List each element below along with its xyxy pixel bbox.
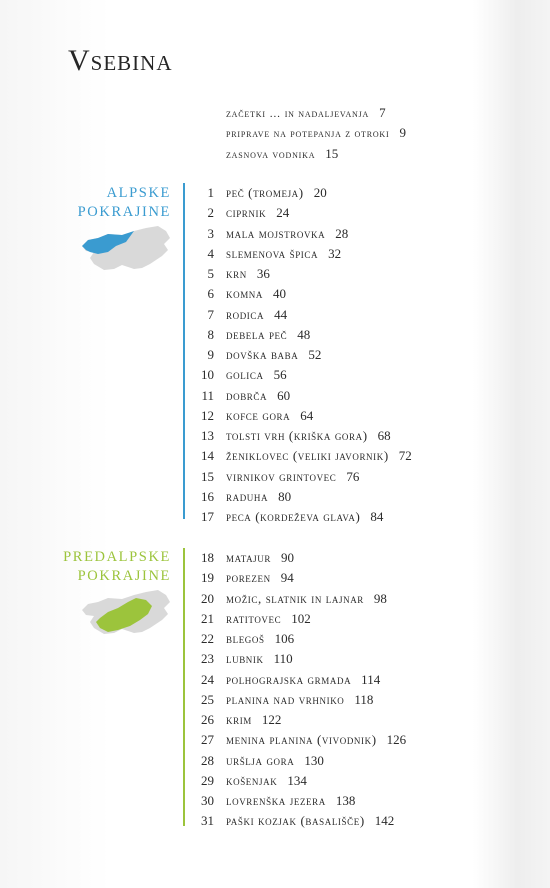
toc-entry[interactable] [186, 425, 391, 445]
toc-entry-page: 106 [274, 631, 295, 646]
intro-item-title: začetki … in nadaljevanja [226, 108, 370, 120]
toc-entry[interactable] [186, 223, 348, 243]
toc-entry-page: 98 [373, 590, 387, 606]
intro-item-page: 9 [399, 125, 406, 141]
section-label-prealpine: PREDALPSKE POKRAJINE [63, 549, 171, 584]
toc-entry-number: 20 [201, 590, 214, 606]
toc-entry-page: 138 [335, 793, 356, 808]
toc-entry-title: slemenova špica [226, 245, 319, 261]
toc-entry-title: ženiklovec (veliki javornik) [226, 448, 389, 464]
toc-entry-number: 22 [201, 631, 214, 646]
section-divider-prealpine [183, 548, 185, 826]
toc-entry-number: 15 [201, 468, 214, 484]
toc-entry-number: 27 [201, 732, 214, 748]
section-divider-alpine [183, 183, 185, 519]
toc-entry-number: 7 [207, 306, 214, 322]
toc-entry-title: blegoš [226, 631, 265, 646]
toc-entry-title: dovška baba [226, 347, 299, 362]
toc-entry-title: golica [226, 367, 264, 383]
toc-entry[interactable] [186, 182, 327, 202]
toc-entry-number: 11 [201, 387, 214, 403]
toc-entry-title: krn [226, 266, 247, 281]
toc-entry-number: 16 [201, 488, 214, 504]
toc-entry-page: 40 [273, 286, 287, 302]
toc-entry-number: 26 [201, 712, 214, 727]
toc-entry-number: 29 [201, 772, 214, 788]
toc-entry[interactable] [186, 810, 394, 830]
intro-item[interactable] [226, 122, 406, 142]
toc-entry-number: 10 [201, 367, 214, 383]
toc-entry-page: 68 [377, 428, 391, 443]
toc-entry-page: 44 [274, 306, 288, 322]
toc-entry-page: 126 [386, 732, 407, 748]
toc-entry-number: 23 [201, 651, 214, 667]
toc-entry-title: virnikov grintovec [226, 468, 337, 484]
toc-entry-number: 2 [207, 205, 214, 221]
toc-entry-page: 84 [370, 509, 384, 524]
toc-entry[interactable] [186, 750, 324, 770]
toc-entry-title: rodica [226, 306, 265, 322]
toc-entry-title: matajur [226, 550, 271, 565]
toc-entry-number: 18 [201, 550, 214, 565]
toc-entry-number: 13 [201, 428, 214, 443]
toc-entry-number: 17 [201, 509, 214, 524]
toc-entry-number: 25 [201, 691, 214, 707]
toc-entry-page: 80 [278, 488, 292, 504]
toc-entry-page: 110 [273, 651, 293, 667]
toc-entry[interactable] [186, 567, 294, 587]
page-title: Vsebina [68, 44, 173, 77]
toc-entry-title: lovrenška jezera [226, 793, 326, 808]
toc-entry-title: košenjak [226, 772, 278, 788]
toc-entry-number: 1 [207, 185, 214, 200]
toc-entry[interactable] [186, 628, 294, 648]
toc-entry-number: 4 [207, 245, 214, 261]
toc-entry-number: 9 [207, 347, 214, 362]
toc-entry-page: 48 [297, 326, 311, 342]
toc-entry-title: tolsti vrh (kriška gora) [226, 428, 368, 443]
toc-entry[interactable] [186, 486, 291, 506]
intro-item[interactable] [226, 102, 386, 122]
toc-entry-page: 76 [346, 468, 360, 484]
toc-entry[interactable] [186, 263, 270, 283]
toc-entry-page: 56 [273, 367, 287, 383]
toc-entry-number: 5 [207, 266, 214, 281]
section-label-alpine: ALPSKE POKRAJINE [77, 185, 171, 220]
toc-entry-number: 3 [207, 225, 214, 241]
toc-entry[interactable] [186, 405, 313, 425]
toc-entry-title: paški kozjak (basališče) [226, 813, 365, 829]
toc-entry[interactable] [186, 729, 406, 749]
toc-entry-title: mala mojstrovka [226, 225, 326, 241]
toc-entry-page: 130 [304, 752, 324, 768]
toc-entry[interactable] [186, 547, 294, 567]
toc-entry-title: raduha [226, 488, 269, 504]
intro-item-page: 7 [379, 105, 386, 120]
toc-entry[interactable] [186, 364, 287, 384]
toc-entry[interactable] [186, 324, 310, 344]
toc-entry-page: 64 [300, 407, 314, 423]
toc-entry-page: 32 [328, 245, 342, 261]
toc-entry-number: 31 [201, 813, 214, 829]
toc-entry-title: ratitovec [226, 610, 282, 626]
toc-entry-title: debela peč [226, 326, 288, 342]
toc-entry-number: 21 [201, 610, 214, 626]
toc-entry-page: 60 [277, 387, 291, 403]
toc-entry-title: porezen [226, 570, 271, 586]
toc-entry-number: 19 [201, 570, 214, 586]
toc-entry[interactable] [186, 445, 412, 465]
toc-entry[interactable] [186, 506, 383, 526]
toc-entry-number: 6 [207, 286, 214, 302]
toc-entry[interactable] [186, 243, 341, 263]
toc-entry[interactable] [186, 689, 373, 709]
toc-entry-title: planina nad vrhniko [226, 691, 345, 707]
intro-item-title: priprave na potepanja z otroki [226, 128, 390, 141]
toc-entry-page: 24 [276, 205, 290, 221]
toc-entry-number: 12 [201, 407, 214, 423]
toc-entry-number: 14 [201, 448, 214, 464]
toc-entry-title: lubnik [226, 651, 264, 667]
toc-entry-page: 72 [398, 448, 412, 464]
toc-entry-page: 102 [291, 610, 311, 626]
toc-entry[interactable] [186, 385, 290, 405]
toc-entry-title: peč (tromeja) [226, 185, 304, 200]
toc-entry-number: 28 [201, 752, 214, 768]
toc-entry[interactable] [186, 588, 387, 608]
toc-entry-page: 122 [261, 712, 282, 727]
toc-entry[interactable] [186, 344, 321, 364]
toc-entry-title: polhograjska grmada [226, 671, 352, 687]
slovenia-map-alpine-icon [78, 224, 172, 272]
intro-item-page: 15 [325, 145, 339, 161]
toc-entry[interactable] [186, 466, 359, 486]
intro-item-title: zasnova vodnika [226, 148, 316, 161]
toc-entry-title: kofce gora [226, 407, 291, 423]
slovenia-map-prealpine-icon [78, 588, 172, 636]
toc-entry[interactable] [186, 304, 287, 324]
toc-entry-page: 36 [256, 266, 270, 281]
toc-entry[interactable] [186, 709, 281, 729]
toc-entry-title: ciprnik [226, 205, 267, 221]
toc-entry-title: možic, slatnik in lajnar [226, 590, 364, 606]
toc-entry-page: 142 [374, 813, 395, 829]
toc-entry-page: 90 [281, 550, 294, 565]
toc-entry-page: 52 [308, 347, 322, 362]
toc-entry-page: 28 [335, 225, 349, 241]
toc-entry-page: 114 [361, 671, 381, 687]
intro-item[interactable] [226, 143, 338, 163]
toc-entry-page: 118 [354, 691, 374, 707]
toc-entry[interactable] [186, 669, 380, 689]
toc-entry-number: 30 [201, 793, 214, 808]
toc-entry-page: 94 [280, 570, 294, 586]
toc-entry-title: menina planina (vivodnik) [226, 732, 377, 748]
toc-entry[interactable] [186, 648, 293, 668]
toc-entry[interactable] [186, 770, 307, 790]
toc-entry[interactable] [186, 608, 311, 628]
toc-entry-page: 20 [313, 185, 327, 200]
toc-entry-number: 24 [201, 671, 214, 687]
toc-entry-title: krim [226, 712, 252, 727]
toc-entry[interactable] [186, 202, 289, 222]
toc-entry-title: peca (kordeževa glava) [226, 509, 361, 524]
toc-entry-number: 8 [207, 326, 214, 342]
toc-entry-title: uršlja gora [226, 752, 295, 768]
toc-entry-title: dobrča [226, 387, 268, 403]
toc-entry-page: 134 [287, 772, 307, 788]
toc-entry[interactable] [186, 283, 286, 303]
toc-entry-title: komna [226, 286, 264, 302]
toc-entry[interactable] [186, 790, 355, 810]
